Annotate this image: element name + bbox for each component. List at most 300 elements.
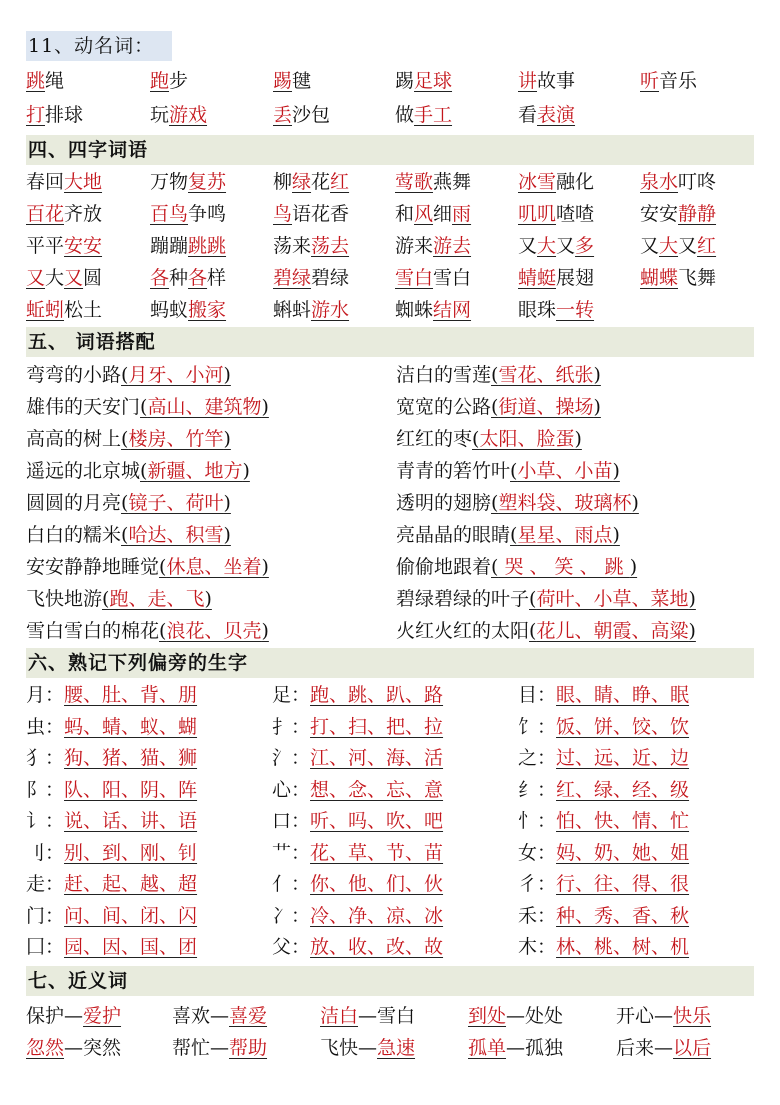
idiom-part: 蜘蛛 xyxy=(395,299,434,321)
idiom-part: 荡来 xyxy=(273,235,312,257)
radical-chars: 饭、饼、饺、饮 xyxy=(556,715,690,738)
idiom-part: 百花 xyxy=(26,203,65,225)
idiom-item xyxy=(518,199,594,229)
word-part: 玩 xyxy=(150,104,170,126)
radical-chars: 园、因、国、团 xyxy=(64,936,198,958)
collocation-item xyxy=(396,552,637,582)
word-part: 游戏 xyxy=(169,104,208,126)
collocation-answer: 星星、雨点 xyxy=(517,524,613,546)
idiom-part: 各 xyxy=(188,267,208,289)
idiom-part: 游去 xyxy=(433,235,472,257)
paren-open: ( xyxy=(121,492,129,514)
radical-chars: 腰、肚、背、朋 xyxy=(64,684,198,706)
idiom-part: 百鸟 xyxy=(150,203,189,225)
idiom-item xyxy=(150,295,226,325)
idiom-part: 又 xyxy=(26,267,46,289)
synonym-pair xyxy=(468,1033,563,1063)
collocation-answer: 楼房、竹竿 xyxy=(128,428,224,450)
idiom-item xyxy=(273,263,349,293)
collocation-phrase: 高高的树上 xyxy=(26,428,122,450)
paren-open: ( xyxy=(510,460,518,482)
radical: 饣 xyxy=(518,715,538,738)
paren-close: ) xyxy=(593,364,601,386)
synonym-right: 喜爱 xyxy=(229,1005,268,1027)
word-item xyxy=(518,100,575,130)
idiom-item xyxy=(640,199,716,229)
synonym-pair xyxy=(468,1001,563,1031)
idiom-part: 又 xyxy=(640,235,660,257)
paren-close: ) xyxy=(574,428,582,450)
colon: ： xyxy=(291,778,311,801)
radical: 足 xyxy=(272,684,292,706)
word-item xyxy=(395,100,452,130)
collocation-answer-group xyxy=(510,460,620,482)
colon: ： xyxy=(45,873,65,895)
word-item xyxy=(518,66,575,96)
paren-close: ) xyxy=(223,524,231,546)
radical-chars: 行、往、得、很 xyxy=(556,873,690,895)
collocation-item xyxy=(26,584,212,614)
idiom-item xyxy=(26,295,102,325)
word-item xyxy=(26,100,83,130)
paren-open: ( xyxy=(491,492,499,514)
paren-close: ) xyxy=(688,588,696,610)
idiom-part: 游水 xyxy=(311,299,350,321)
word-part: 手工 xyxy=(414,104,453,126)
collocation-answer: 塑料袋、玻璃杯 xyxy=(498,492,632,514)
radical: 忄 xyxy=(518,810,538,832)
radical: 冫 xyxy=(272,904,292,927)
collocation-answer-group xyxy=(140,460,250,482)
idiom-item xyxy=(273,167,349,197)
collocation-phrase: 白白的糯米 xyxy=(26,524,122,546)
collocation-answer-group xyxy=(472,428,582,450)
word-item xyxy=(273,100,330,130)
section-title: 七、近义词 xyxy=(26,966,754,996)
paren-close: ) xyxy=(261,556,269,578)
collocation-phrase: 红红的枣 xyxy=(396,428,473,450)
radical-chars: 放、收、改、故 xyxy=(310,936,444,958)
radical-chars: 冷、净、凉、冰 xyxy=(310,904,444,927)
paren-open: ( xyxy=(159,556,167,578)
colon: ： xyxy=(537,841,557,864)
idiom-part: 春回 xyxy=(26,171,65,193)
idiom-part: 万物 xyxy=(150,171,189,193)
word-part: 听 xyxy=(640,70,660,92)
radical-chars: 打、扫、把、拉 xyxy=(310,715,444,738)
word-part: 看 xyxy=(518,104,538,126)
colon: ： xyxy=(537,936,557,958)
radical: 心 xyxy=(272,778,292,801)
synonym-left: 忽然 xyxy=(26,1037,65,1059)
collocation-answer: 镜子、荷叶 xyxy=(128,492,224,514)
idiom-item xyxy=(273,295,349,325)
collocation-item xyxy=(396,456,620,486)
colon: ： xyxy=(537,904,557,927)
idiom-part: 荡去 xyxy=(311,235,350,257)
collocation-answer: 哭 、 笑 、 跳 xyxy=(498,556,630,578)
synonym-right: 雪白 xyxy=(377,1005,416,1027)
idiom-part: 各 xyxy=(150,267,170,289)
paren-open: ( xyxy=(121,524,129,546)
collocation-item xyxy=(26,456,250,486)
radical-chars: 你、他、们、伙 xyxy=(310,873,444,895)
paren-open: ( xyxy=(491,396,499,418)
collocation-item xyxy=(396,360,601,390)
word-part: 讲 xyxy=(518,70,538,92)
idiom-part: 蜻蜓 xyxy=(518,267,557,289)
word-part: 沙包 xyxy=(292,104,331,126)
radical-item xyxy=(272,901,443,931)
idiom-part: 平平 xyxy=(26,235,65,257)
collocation-answer-group xyxy=(529,620,696,642)
synonym-left: 喜欢 xyxy=(172,1005,211,1027)
synonym-left: 到处 xyxy=(468,1005,507,1027)
word-part: 做 xyxy=(395,104,415,126)
idiom-part: 飞舞 xyxy=(678,267,717,289)
synonym-right: 突然 xyxy=(83,1037,122,1059)
colon: ： xyxy=(291,747,311,769)
collocation-phrase: 遥远的北京城 xyxy=(26,460,141,482)
idiom-part: 风 xyxy=(414,203,434,225)
synonym-left: 孤单 xyxy=(468,1037,507,1059)
dash: — xyxy=(64,1005,84,1027)
radical-item xyxy=(272,806,443,836)
idiom-item xyxy=(26,263,102,293)
word-part: 打 xyxy=(26,104,46,126)
idiom-item xyxy=(395,295,471,325)
paren-close: ) xyxy=(612,524,620,546)
synonym-right: 处处 xyxy=(525,1005,564,1027)
collocation-item xyxy=(26,552,269,582)
idiom-part: 松土 xyxy=(64,299,103,321)
collocation-answer: 浪花、贝壳 xyxy=(166,620,262,642)
collocation-answer-group xyxy=(529,588,696,610)
synonym-pair xyxy=(320,1033,415,1063)
radical-chars: 江、河、海、活 xyxy=(310,747,444,769)
radical-chars: 跑、跳、趴、路 xyxy=(310,684,444,706)
idiom-part: 大地 xyxy=(64,171,103,193)
paren-close: ) xyxy=(223,428,231,450)
colon: ： xyxy=(291,936,311,958)
radical-item xyxy=(518,775,689,805)
idiom-item xyxy=(518,295,594,325)
collocation-phrase: 弯弯的小路 xyxy=(26,364,122,386)
dash: — xyxy=(210,1037,230,1059)
dash: — xyxy=(358,1037,378,1059)
radical-chars: 妈、奶、她、姐 xyxy=(556,841,690,864)
collocation-answer: 小草、小苗 xyxy=(517,460,613,482)
collocation-item xyxy=(26,424,231,454)
radical-chars: 狗、猪、猫、狮 xyxy=(64,747,198,769)
collocation-item xyxy=(396,392,601,422)
collocation-answer-group xyxy=(121,428,231,450)
collocation-item xyxy=(396,488,639,518)
collocation-answer-group xyxy=(102,588,212,610)
idiom-part: 一转 xyxy=(556,299,595,321)
radical-item xyxy=(272,838,443,868)
idiom-item xyxy=(395,167,471,197)
dash: — xyxy=(654,1005,674,1027)
colon: ： xyxy=(537,778,557,801)
radical: 犭 xyxy=(26,747,46,769)
radical: 囗 xyxy=(26,936,46,958)
radical: 扌 xyxy=(272,715,292,738)
radical: 禾 xyxy=(518,904,538,927)
word-part: 故事 xyxy=(537,70,576,92)
idiom-item xyxy=(640,263,716,293)
synonym-right: 孤独 xyxy=(525,1037,564,1059)
collocation-phrase: 透明的翅膀 xyxy=(396,492,492,514)
idiom-part: 又 xyxy=(678,235,698,257)
radical: 月 xyxy=(26,684,46,706)
collocation-answer: 跑、走、飞 xyxy=(109,588,205,610)
idiom-part: 又 xyxy=(64,267,84,289)
idiom-part: 柳 xyxy=(273,171,293,193)
radical-chars: 别、到、刚、钊 xyxy=(64,841,198,864)
idiom-part: 安安 xyxy=(64,235,103,257)
idiom-item xyxy=(395,263,471,293)
idiom-part: 雪白 xyxy=(433,267,472,289)
radical-item xyxy=(518,680,689,710)
radical-item xyxy=(518,806,689,836)
radical-chars: 赶、起、越、超 xyxy=(64,873,198,895)
idiom-part: 圆 xyxy=(83,267,103,289)
idiom-item xyxy=(518,167,594,197)
synonym-right: 帮助 xyxy=(229,1037,268,1059)
idiom-part: 细 xyxy=(433,203,453,225)
colon: ： xyxy=(45,841,65,864)
radical-chars: 林、桃、树、机 xyxy=(556,936,690,958)
idiom-part: 碧绿 xyxy=(311,267,350,289)
radical-item xyxy=(272,775,443,805)
idiom-part: 泉水 xyxy=(640,171,679,193)
radical-chars: 问、间、闭、闪 xyxy=(64,904,198,927)
colon: ： xyxy=(45,684,65,706)
word-part: 丢 xyxy=(273,104,293,126)
radical-item xyxy=(272,869,443,899)
idiom-item xyxy=(150,263,226,293)
colon: ： xyxy=(537,684,557,706)
idiom-part: 跳跳 xyxy=(188,235,227,257)
idiom-item xyxy=(395,199,471,229)
radical: 讠 xyxy=(26,810,46,832)
paren-close: ) xyxy=(688,620,696,642)
paren-open: ( xyxy=(472,428,480,450)
idiom-part: 样 xyxy=(207,267,227,289)
paren-close: ) xyxy=(223,364,231,386)
synonym-right: 爱护 xyxy=(83,1005,122,1027)
collocation-phrase: 雪白雪白的棉花 xyxy=(26,620,160,642)
radical-item xyxy=(26,775,197,805)
colon: ： xyxy=(45,747,65,769)
dash: — xyxy=(210,1005,230,1027)
idiom-item xyxy=(150,167,226,197)
radical-item xyxy=(272,932,443,962)
idiom-part: 展翅 xyxy=(556,267,595,289)
synonym-right: 急速 xyxy=(377,1037,416,1059)
radical-item xyxy=(518,901,689,931)
collocation-item xyxy=(396,584,696,614)
radical-chars: 过、远、近、边 xyxy=(556,747,690,769)
idiom-part: 多 xyxy=(575,235,595,257)
section-title: 四、四字词语 xyxy=(26,135,754,165)
collocation-item xyxy=(26,360,231,390)
collocation-answer-group xyxy=(121,492,231,514)
collocation-phrase: 洁白的雪莲 xyxy=(396,364,492,386)
radical-item xyxy=(272,712,443,742)
radical-item xyxy=(26,932,197,962)
idiom-item xyxy=(518,263,594,293)
collocation-item xyxy=(396,616,696,646)
collocation-answer: 新疆、地方 xyxy=(147,460,243,482)
idiom-part: 又 xyxy=(556,235,576,257)
word-part: 表演 xyxy=(537,104,576,126)
dash: — xyxy=(506,1005,526,1027)
radical-item xyxy=(26,901,197,931)
dash: — xyxy=(654,1037,674,1059)
radical-chars: 听、吗、吹、吧 xyxy=(310,810,444,832)
radical-item xyxy=(26,869,197,899)
idiom-part: 鸟 xyxy=(273,203,293,225)
collocation-phrase: 安安静静地睡觉 xyxy=(26,556,160,578)
radical: 彳 xyxy=(518,873,538,895)
idiom-part: 冰雪 xyxy=(518,171,557,193)
idiom-item xyxy=(273,231,349,261)
word-item xyxy=(395,66,452,96)
collocation-answer: 街道、操场 xyxy=(498,396,594,418)
collocation-item xyxy=(26,616,269,646)
radical-item xyxy=(272,680,443,710)
radical-chars: 红、绿、经、级 xyxy=(556,778,690,801)
idiom-part: 红 xyxy=(330,171,350,193)
collocation-item xyxy=(26,392,269,422)
collocation-phrase: 青青的箬竹叶 xyxy=(396,460,511,482)
idiom-part: 结网 xyxy=(433,299,472,321)
idiom-part: 融化 xyxy=(556,171,595,193)
idiom-part: 齐放 xyxy=(64,203,103,225)
idiom-item xyxy=(26,199,102,229)
collocation-item xyxy=(26,488,231,518)
word-part: 步 xyxy=(169,70,189,92)
word-part: 音乐 xyxy=(659,70,698,92)
idiom-part: 大 xyxy=(45,267,65,289)
collocation-answer: 月牙、小河 xyxy=(128,364,224,386)
collocation-answer-group xyxy=(491,396,601,418)
paren-close: ) xyxy=(242,460,250,482)
radical: 之 xyxy=(518,747,538,769)
radical: 女 xyxy=(518,841,538,864)
synonym-left: 洁白 xyxy=(320,1005,359,1027)
idiom-part: 种 xyxy=(169,267,189,289)
idiom-part: 搬家 xyxy=(188,299,227,321)
idiom-part: 莺歌 xyxy=(395,171,434,193)
collocation-answer-group xyxy=(159,620,269,642)
synonym-pair xyxy=(26,1001,121,1031)
radical: 目 xyxy=(518,684,538,706)
idiom-part: 安安 xyxy=(640,203,679,225)
idiom-part: 眼珠 xyxy=(518,299,557,321)
radical: 父 xyxy=(272,936,292,958)
radical: 口 xyxy=(272,810,292,832)
collocation-answer-group xyxy=(491,492,639,514)
idiom-item xyxy=(395,231,471,261)
paren-open: ( xyxy=(491,364,499,386)
paren-close: ) xyxy=(223,492,231,514)
synonym-pair xyxy=(172,1033,267,1063)
colon: ： xyxy=(537,810,557,832)
radical: 阝 xyxy=(26,778,46,801)
colon: ： xyxy=(45,936,65,958)
colon: ： xyxy=(45,904,65,927)
idiom-part: 大 xyxy=(659,235,679,257)
idiom-part: 碧绿 xyxy=(273,267,312,289)
radical-item xyxy=(518,869,689,899)
radical: 纟 xyxy=(518,778,538,801)
collocation-answer-group xyxy=(491,364,601,386)
paren-open: ( xyxy=(529,588,537,610)
collocation-answer: 荷叶、小草、菜地 xyxy=(536,588,689,610)
word-part: 足球 xyxy=(414,70,453,92)
idiom-part: 绿 xyxy=(292,171,312,193)
radical-chars: 蚂、蜻、蚁、蝴 xyxy=(64,715,198,738)
collocation-answer-group xyxy=(159,556,269,578)
colon: ： xyxy=(537,747,557,769)
synonym-pair xyxy=(616,1033,711,1063)
collocation-answer-group xyxy=(491,556,637,578)
idiom-part: 蝴蝶 xyxy=(640,267,679,289)
radical: 艹 xyxy=(272,841,292,864)
idiom-part: 静静 xyxy=(678,203,717,225)
word-part: 毽 xyxy=(292,70,312,92)
word-item xyxy=(150,100,207,130)
radical-chars: 队、阳、阴、阵 xyxy=(64,778,198,801)
idiom-part: 大 xyxy=(537,235,557,257)
colon: ： xyxy=(291,810,311,832)
collocation-phrase: 飞快地游 xyxy=(26,588,103,610)
idiom-part: 和 xyxy=(395,203,415,225)
collocation-answer-group xyxy=(121,364,231,386)
idiom-part: 花 xyxy=(311,171,331,193)
radical: 木 xyxy=(518,936,538,958)
dash: — xyxy=(506,1037,526,1059)
idiom-item xyxy=(640,231,716,261)
colon: ： xyxy=(291,715,311,738)
idiom-part: 燕舞 xyxy=(433,171,472,193)
radical-chars: 花、草、节、苗 xyxy=(310,841,444,864)
colon: ： xyxy=(291,904,311,927)
paren-open: ( xyxy=(102,588,110,610)
radical-item xyxy=(26,712,197,742)
radical-item xyxy=(518,712,689,742)
collocation-answer: 太阳、脸蛋 xyxy=(479,428,575,450)
idiom-item xyxy=(150,199,226,229)
synonym-left: 帮忙 xyxy=(172,1037,211,1059)
idiom-part: 游来 xyxy=(395,235,434,257)
paren-close: ) xyxy=(593,396,601,418)
radical-item xyxy=(272,743,443,773)
paren-close: ) xyxy=(612,460,620,482)
paren-open: ( xyxy=(121,364,129,386)
idiom-part: 争鸣 xyxy=(188,203,227,225)
radical-chars: 种、秀、香、秋 xyxy=(556,904,690,927)
paren-close: ) xyxy=(629,556,638,578)
idiom-part: 复苏 xyxy=(188,171,227,193)
synonym-left: 后来 xyxy=(616,1037,655,1059)
word-item xyxy=(273,66,311,96)
collocation-phrase: 碧绿碧绿的叶子 xyxy=(396,588,530,610)
paren-close: ) xyxy=(204,588,212,610)
